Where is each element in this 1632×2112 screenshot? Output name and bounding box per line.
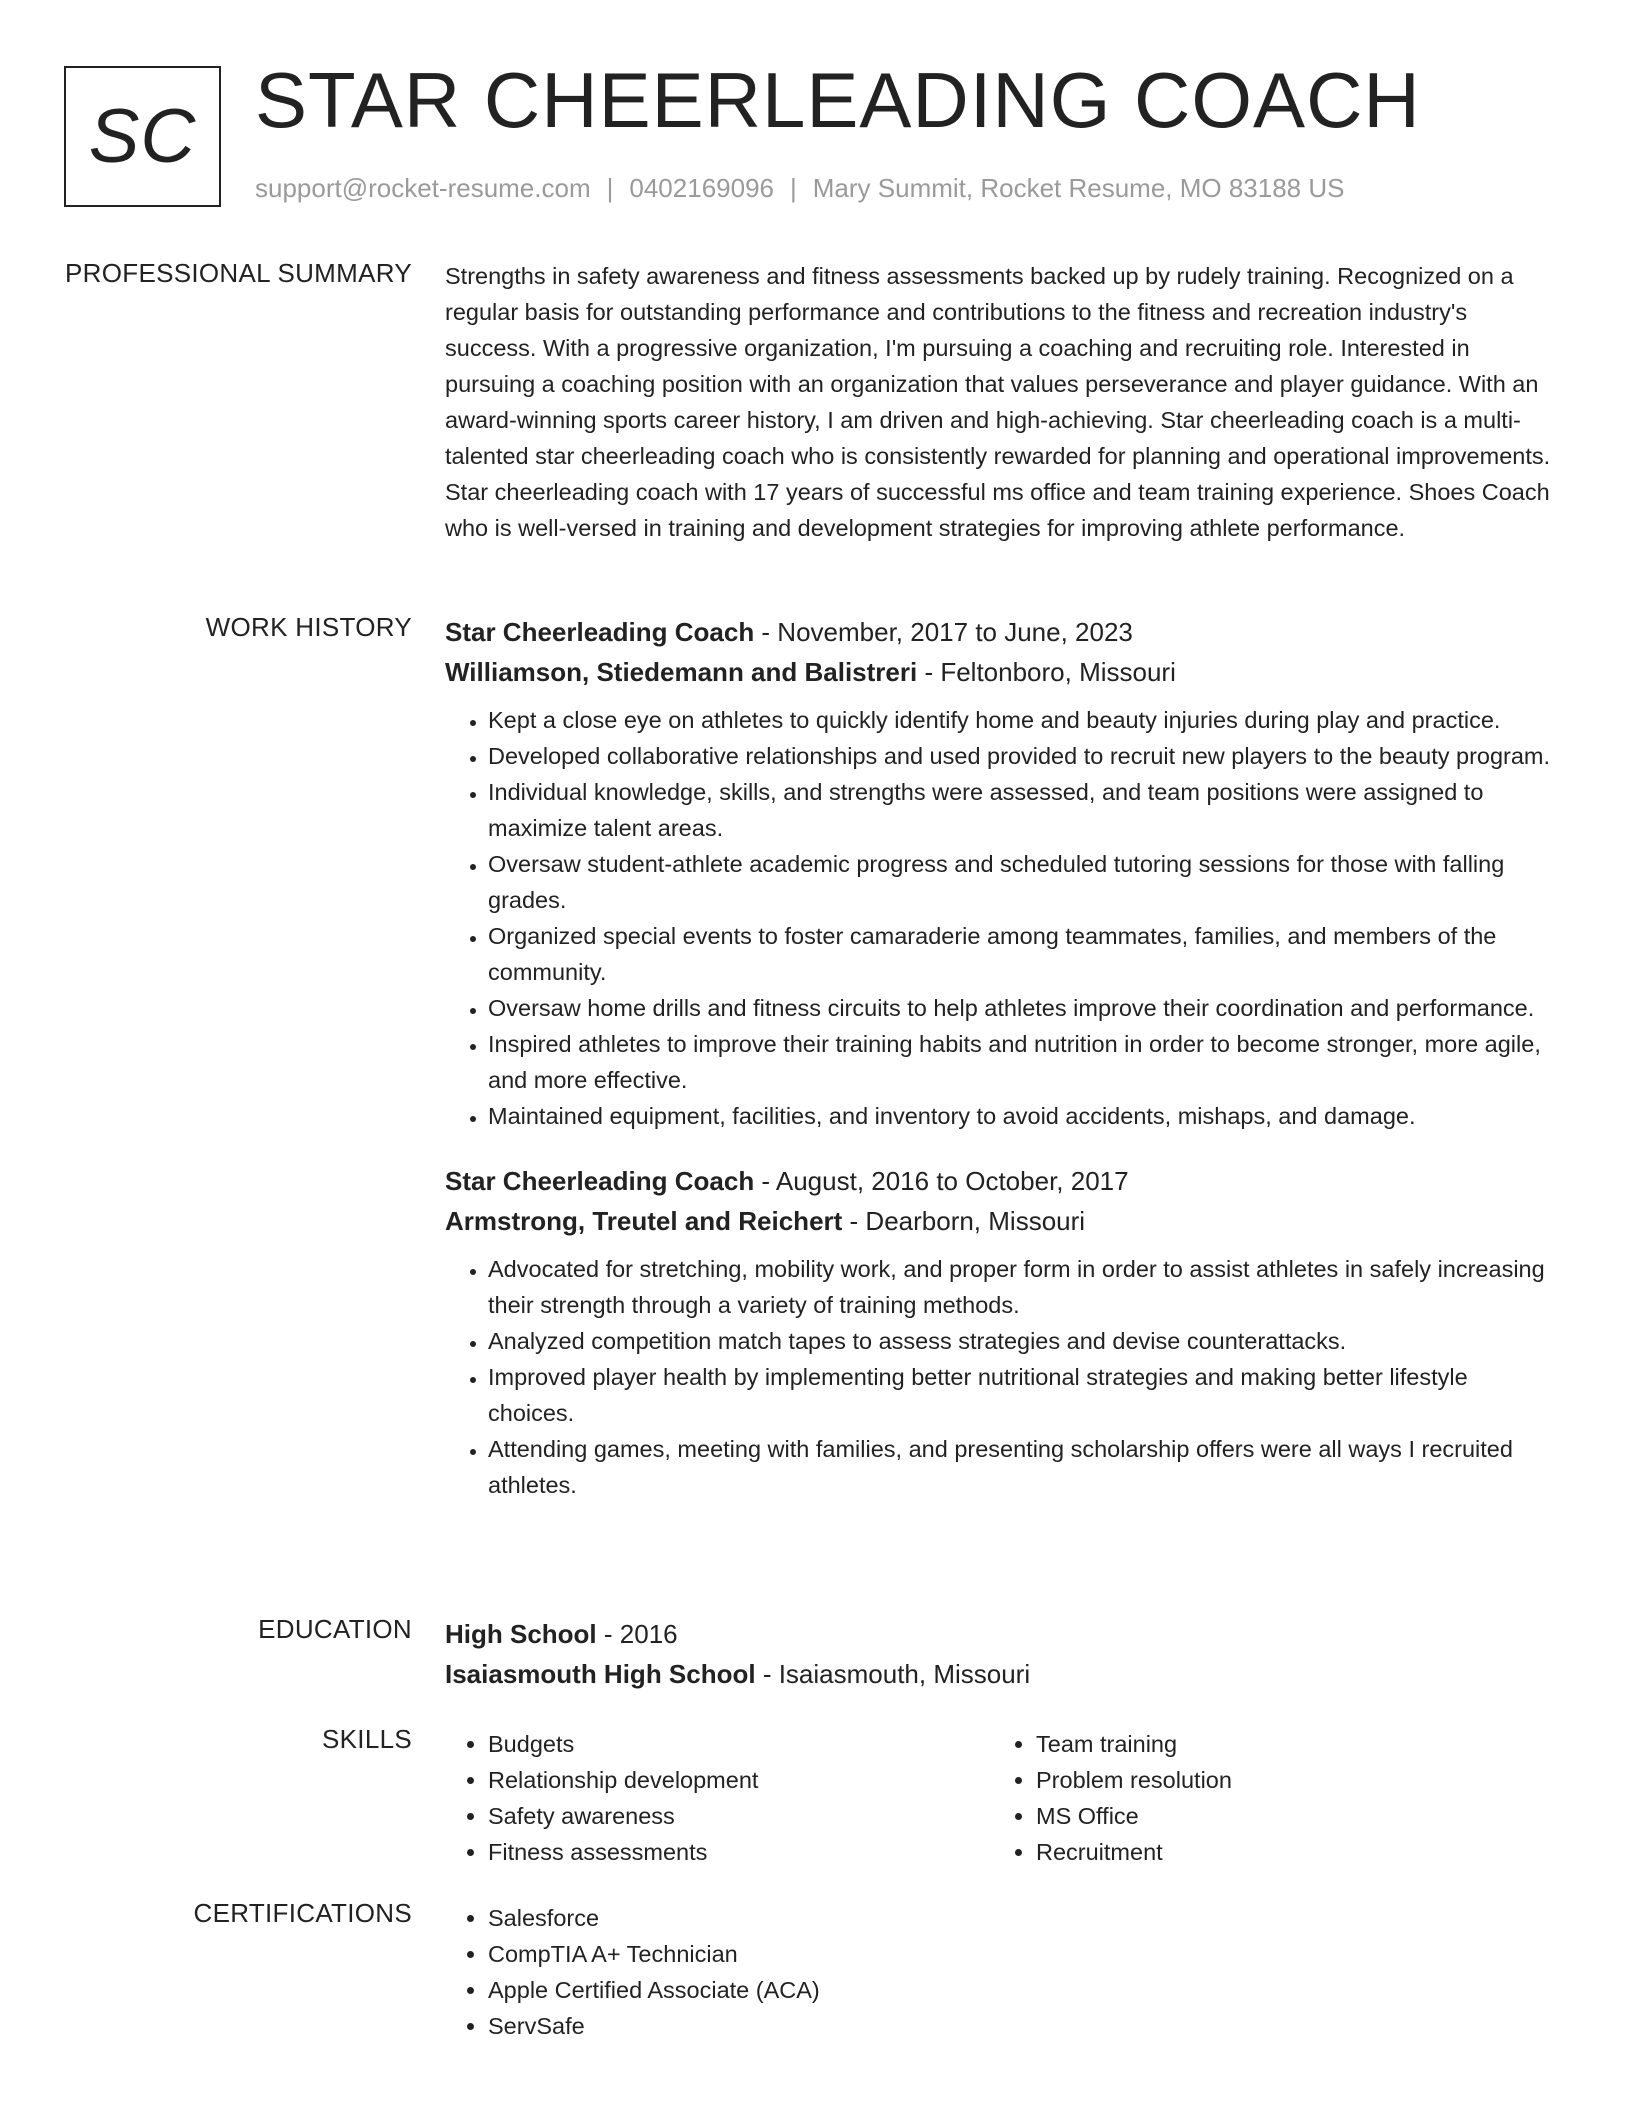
job-bullet: • Oversaw home drills and fitness circuits to help athletes improve their coordination and performance. bbox=[488, 990, 1560, 1026]
certification-item: • Salesforce bbox=[488, 1900, 1560, 1936]
job-location: - Feltonboro, Missouri bbox=[917, 657, 1176, 687]
job-bullet: • Inspired athletes to improve their training habits and nutrition in order to become stronger, more agile, and more effective. bbox=[488, 1026, 1560, 1098]
section-label: WORK HISTORY bbox=[205, 612, 412, 642]
contact-phone: 0402169096 bbox=[629, 173, 774, 203]
job-bullet: • Individual knowledge, skills, and strengths were assessed, and team positions were assigned to maximize talent areas. bbox=[488, 774, 1560, 846]
skill-item: • Relationship development bbox=[488, 1762, 993, 1798]
skills-body bbox=[445, 1726, 1560, 1870]
certifications-body bbox=[445, 1900, 1560, 2044]
education-degree: High School bbox=[445, 1619, 597, 1649]
job-title-line bbox=[445, 1161, 1560, 1201]
certification-item: • Apple Certified Associate (ACA) bbox=[488, 1972, 1560, 2008]
job-company: Williamson, Stiedemann and Balistreri bbox=[445, 657, 918, 687]
skill-item: • Recruitment bbox=[1036, 1834, 1541, 1870]
job-bullet: • Advocated for stretching, mobility work, and proper form in order to assist athletes in safely increasing their strength through a variety of training methods. bbox=[488, 1251, 1560, 1323]
job-company-line bbox=[445, 652, 1560, 692]
education-school: Isaiasmouth High School bbox=[445, 1659, 756, 1689]
job-entry bbox=[445, 612, 1560, 1134]
contact-address: Mary Summit, Rocket Resume, MO 83188 US bbox=[812, 173, 1345, 203]
job-bullet: • Oversaw student-athlete academic progress and scheduled tutoring sessions for those with falling grades. bbox=[488, 846, 1560, 918]
job-bullet: • Developed collaborative relationships and used provided to recruit new players to the beauty program. bbox=[488, 738, 1560, 774]
job-title: Star Cheerleading Coach bbox=[445, 1166, 755, 1196]
section-label: PROFESSIONAL SUMMARY bbox=[65, 258, 412, 288]
job-bullet: • Improved player health by implementing better nutritional strategies and making better lifestyle choices. bbox=[488, 1359, 1560, 1431]
monogram: SC bbox=[64, 66, 221, 207]
work-body bbox=[445, 612, 1560, 1503]
job-company-line bbox=[445, 1201, 1560, 1241]
job-bullets bbox=[445, 1251, 1560, 1503]
skill-item: • Problem resolution bbox=[1036, 1762, 1541, 1798]
job-dates: - August, 2016 to October, 2017 bbox=[754, 1166, 1129, 1196]
certification-item: • CompTIA A+ Technician bbox=[488, 1936, 1560, 1972]
certifications-list bbox=[445, 1900, 1560, 2044]
job-entry bbox=[445, 1161, 1560, 1503]
job-company: Armstrong, Treutel and Reichert bbox=[445, 1206, 843, 1236]
contact-email: support@rocket-resume.com bbox=[255, 173, 591, 203]
contact-separator: | bbox=[606, 173, 614, 203]
job-bullet: • Kept a close eye on athletes to quickly identify home and beauty injuries during play and practice. bbox=[488, 702, 1560, 738]
education-degree-line bbox=[445, 1614, 1560, 1654]
contact-separator: | bbox=[790, 173, 797, 203]
education-school-line bbox=[445, 1654, 1560, 1694]
education-year: - 2016 bbox=[596, 1619, 678, 1649]
section-label: SKILLS bbox=[322, 1724, 412, 1754]
job-dates: - November, 2017 to June, 2023 bbox=[754, 617, 1133, 647]
skills-grid bbox=[445, 1726, 1560, 1870]
job-bullet: • Organized special events to foster camaraderie among teammates, families, and members of the community. bbox=[488, 918, 1560, 990]
skills-column-right bbox=[993, 1726, 1541, 1870]
skills-column-left bbox=[445, 1726, 993, 1870]
job-location: - Dearborn, Missouri bbox=[842, 1206, 1086, 1236]
contact-line bbox=[255, 173, 1344, 204]
job-bullet: • Analyzed competition match tapes to assess strategies and devise counterattacks. bbox=[488, 1323, 1560, 1359]
skill-item: • Safety awareness bbox=[488, 1798, 993, 1834]
skill-item: • Fitness assessments bbox=[488, 1834, 993, 1870]
resume-name: STAR CHEERLEADING COACH bbox=[255, 56, 1421, 144]
job-bullets bbox=[445, 702, 1560, 1134]
section-label: EDUCATION bbox=[258, 1614, 412, 1644]
job-bullet: • Attending games, meeting with families, and presenting scholarship offers were all ways I recruited athletes. bbox=[488, 1431, 1560, 1503]
skill-item: • Budgets bbox=[488, 1726, 993, 1762]
skill-item: • MS Office bbox=[1036, 1798, 1541, 1834]
education-body bbox=[445, 1614, 1560, 1694]
certification-item: • ServSafe bbox=[488, 2008, 1560, 2044]
skill-item: • Team training bbox=[1036, 1726, 1541, 1762]
job-title: Star Cheerleading Coach bbox=[445, 617, 755, 647]
job-title-line bbox=[445, 612, 1560, 652]
education-location: - Isaiasmouth, Missouri bbox=[755, 1659, 1031, 1689]
section-label: CERTIFICATIONS bbox=[193, 1898, 412, 1928]
job-bullet: • Maintained equipment, facilities, and inventory to avoid accidents, mishaps, and damage. bbox=[488, 1098, 1560, 1134]
summary-text: Strengths in safety awareness and fitness assessments backed up by rudely training. Recognized on a regular basis for outstanding performance and contributions to the fitness and recreation industry's success. With a progressive organization, I'm pursuing a coaching and recruiting role. Interested in pursuing a coaching position with an organization that values perseverance and player guidance. With an award-winning sports career history, I am driven and high-achieving. Star cheerleading coach is a multi-talented star cheerleading coach who is consistently rewarded for planning and operational improvements. Star cheerleading coach with 17 years of successful ms office and team training experience. Shoes Coach who is well-versed in training and development strategies for improving athlete performance. bbox=[445, 263, 1551, 541]
